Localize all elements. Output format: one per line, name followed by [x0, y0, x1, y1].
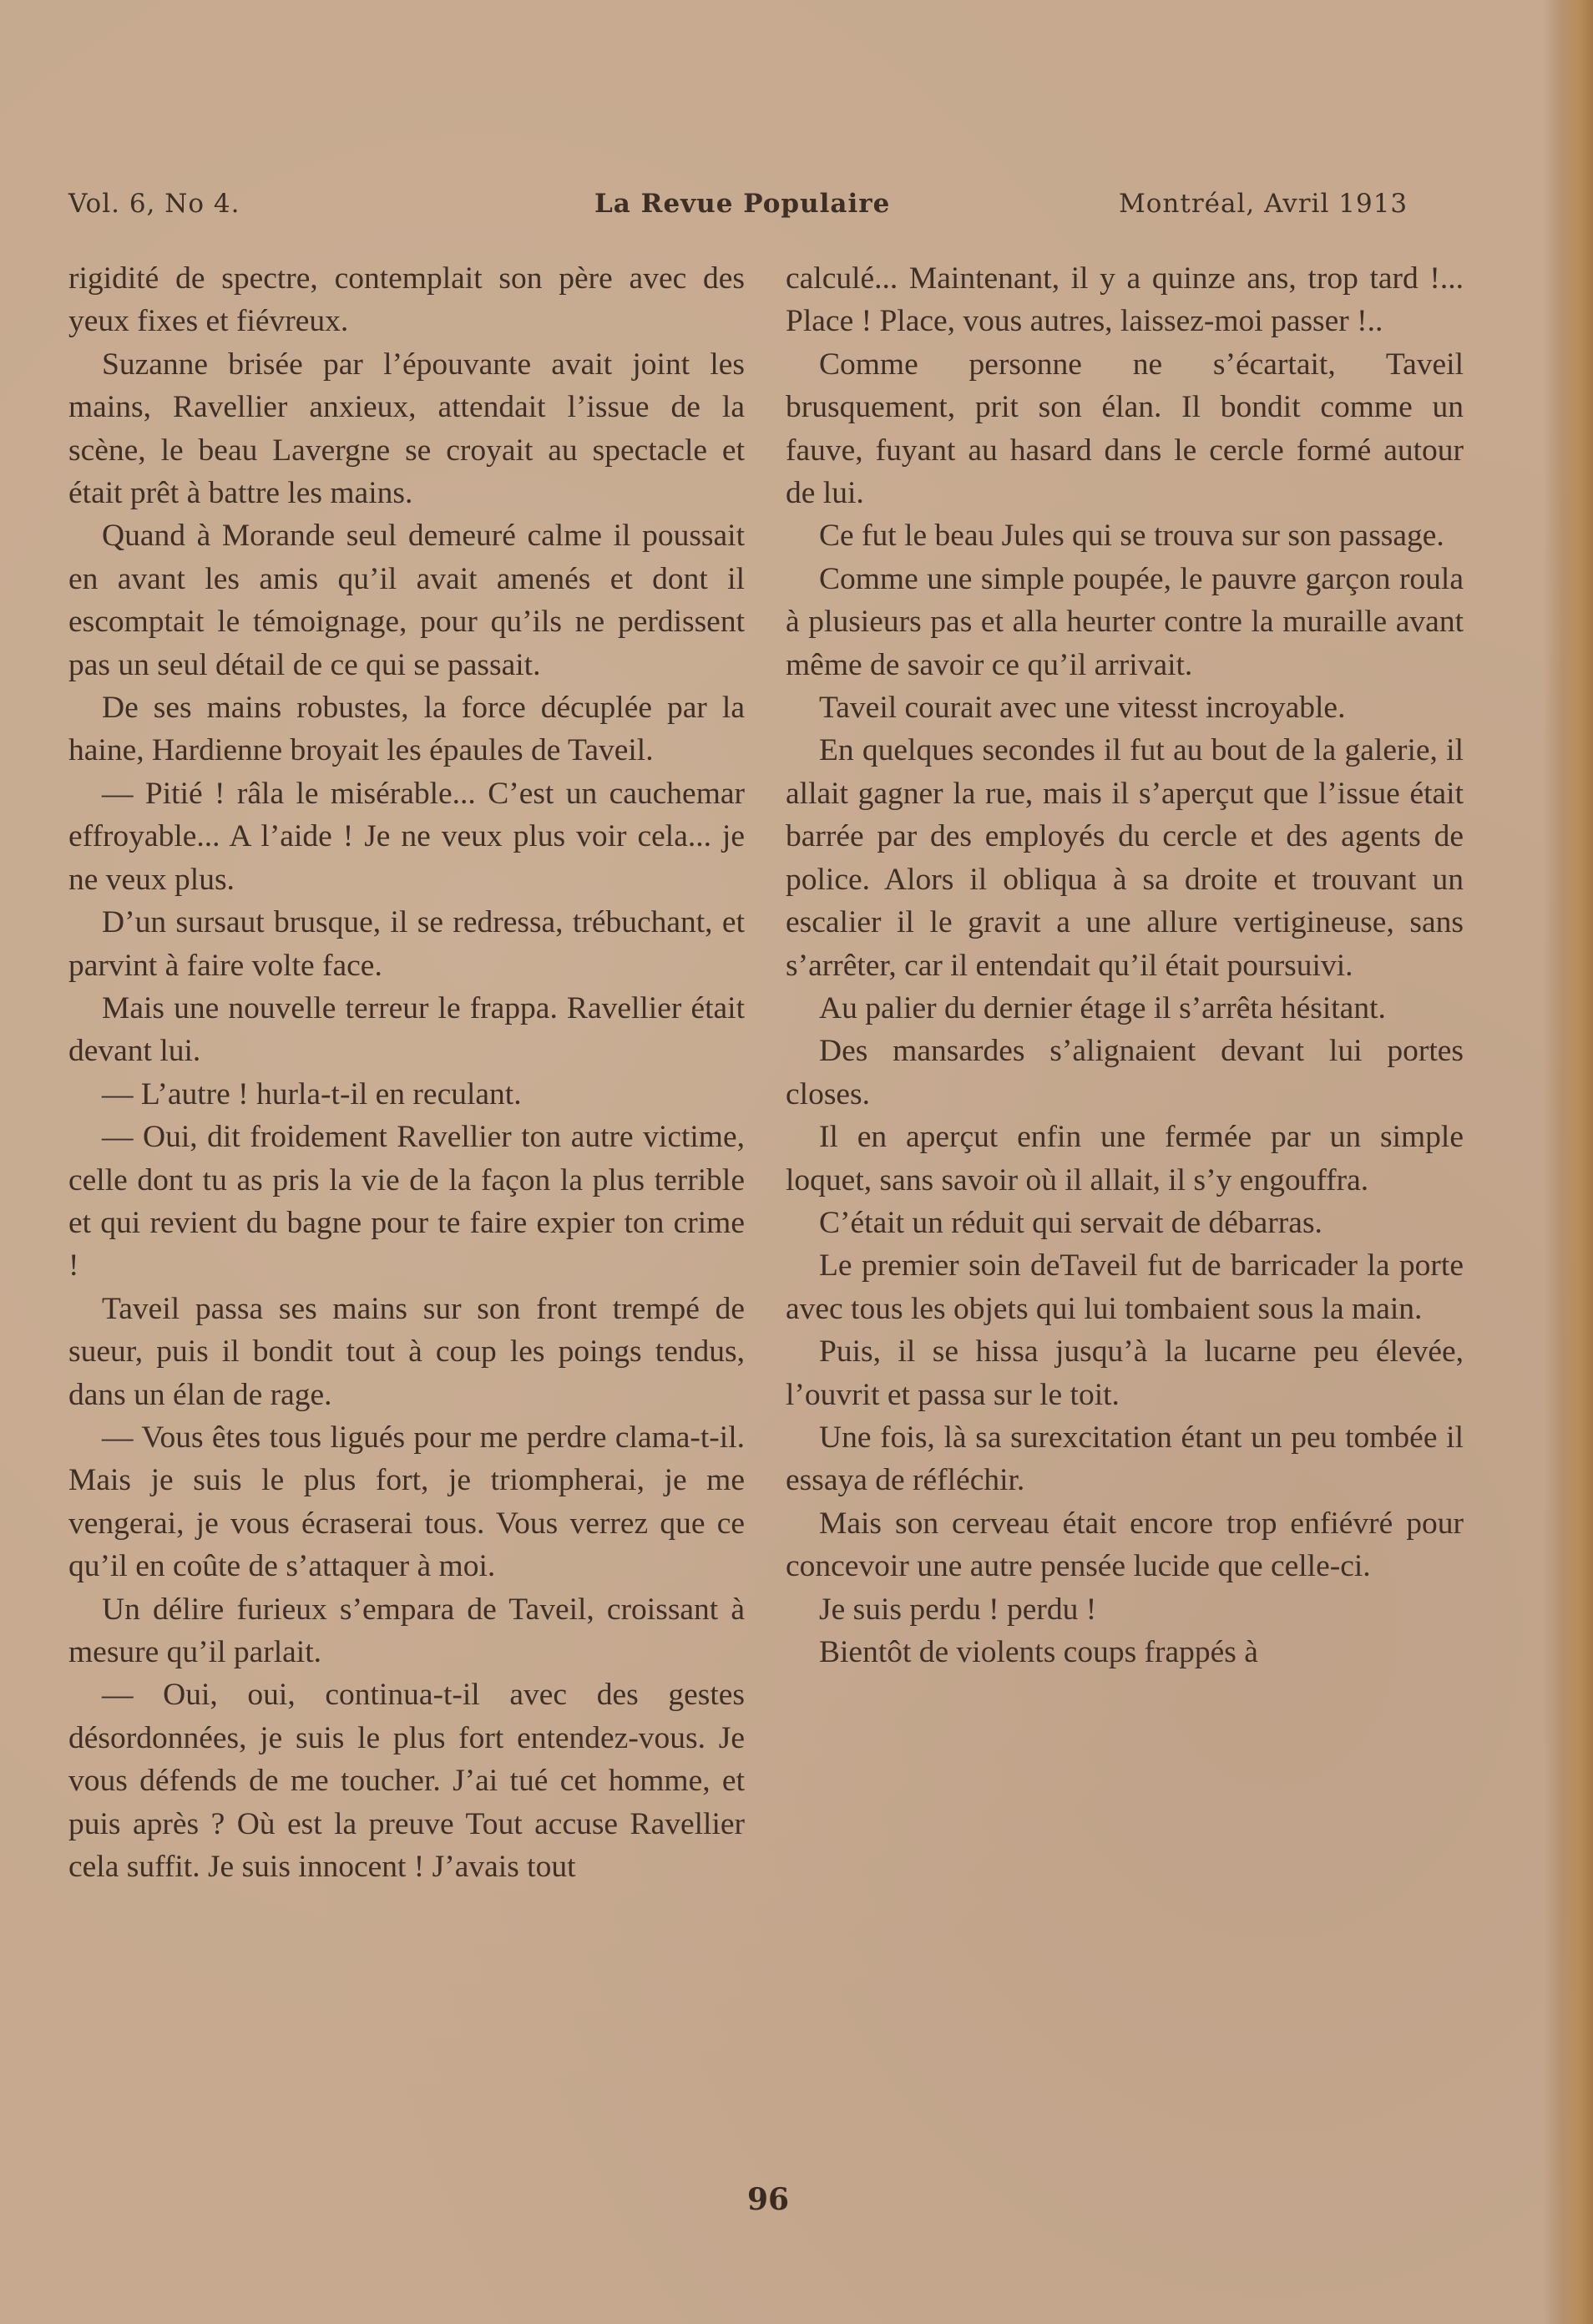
running-header — [68, 189, 1438, 225]
paragraph: Mais une nouvelle terreur le frappa. Ravellier était devant lui. — [68, 990, 745, 1069]
paragraph: D’un sursaut brusque, il se redressa, trébuchant, et parvint à faire volte face. — [68, 905, 745, 983]
paragraph: C’était un réduit qui servait de débarras. — [819, 1205, 1322, 1240]
header-journal-title: La Revue Populaire — [594, 189, 891, 219]
paragraph: — L’autre ! hurla-t-il en reculant. — [102, 1076, 522, 1111]
paragraph: Il en aperçut enfin une fermée par un simple loquet, sans savoir où il allait, il s’y engouffra. — [786, 1120, 1464, 1197]
paragraph: Quand à Morande seul demeuré calme il poussait en avant les amis qu’il avait amenés et dont il escomptait le témoignage, pour qu’ils ne perdissent pas un seul détail de ce qui se passait. — [68, 519, 745, 682]
paragraph: Suzanne brisée par l’épouvante avait joint les mains, Ravellier anxieux, attendait l’issue de la scène, le beau Lavergne se croyait au spectacle et était prêt à battre les mains. — [68, 347, 745, 511]
paragraph: — Vous êtes tous ligués pour me perdre clama-t-il. Mais je suis le plus fort, je triompherai, je me vengerai, je vous écraserai tous. Vous verrez que ce qu’il en coûte de s’attaquer à moi. — [68, 1420, 745, 1584]
header-volume: Vol. 6, No 4. — [68, 189, 240, 219]
page-edge — [1543, 0, 1593, 2324]
left-column — [68, 257, 745, 1888]
paragraph: — Oui, dit froidement Ravellier ton autre victime, celle dont tu as pris la vie de la façon la plus terrible et qui revient du bagne pour te faire expier ton crime ! — [68, 1120, 745, 1284]
paragraph: Bientôt de violents coups frappés à — [819, 1635, 1258, 1669]
paragraph: Comme une simple poupée, le pauvre garçon roula à plusieurs pas et alla heurter contre la muraille avant même de savoir ce qu’il arrivait. — [786, 561, 1464, 682]
paragraph: — Pitié ! râla le misérable... C’est un cauchemar effroyable... A l’aide ! Je ne veux plus voir cela... je ne veux plus. — [68, 776, 745, 897]
paragraph: Taveil courait avec une vitesst incroyable. — [819, 691, 1346, 726]
paragraph: Puis, il se hissa jusqu’à la lucarne peu élevée, l’ouvrit et passa sur le toit. — [786, 1334, 1464, 1412]
paragraph: Taveil passa ses mains sur son front trempé de sueur, puis il bondit tout à coup les poings tendus, dans un élan de rage. — [68, 1291, 745, 1412]
paragraph: Des mansardes s’alignaient devant lui portes closes. — [786, 1034, 1464, 1111]
paragraph: — Oui, oui, continua-t-il avec des gestes désordonnées, je suis le plus fort entendez-vous. Je vous défends de me toucher. J’ai tué cet homme, et puis après ? Où est la preuve Tout accuse Ravellier cela suffit. Je suis innocent ! J’avais tout — [68, 1678, 745, 1885]
paragraph: calculé... Maintenant, il y a quinze ans, trop tard !... Place ! Place, vous autres, laissez-moi passer !.. — [786, 261, 1464, 339]
paragraph: Ce fut le beau Jules qui se trouva sur son passage. — [819, 519, 1444, 554]
paragraph: rigidité de spectre, contemplait son père avec des yeux fixes et fiévreux. — [68, 261, 745, 339]
paragraph: De ses mains robustes, la force décuplée par la haine, Hardienne broyait les épaules de Taveil. — [68, 691, 745, 768]
page-number: 96 — [746, 2182, 790, 2217]
paragraph: Un délire furieux s’empara de Taveil, croissant à mesure qu’il parlait. — [68, 1592, 745, 1669]
paragraph: Comme personne ne s’écartait, Taveil brusquement, prit son élan. Il bondit comme un fauve, fuyant au hasard dans le cercle formé autour de lui. — [786, 347, 1464, 511]
right-column — [786, 257, 1464, 1673]
paragraph: En quelques secondes il fut au bout de la galerie, il allait gagner la rue, mais il s’aperçut que l’issue était barrée par des employés du cercle et des agents de police. Alors il obliqua à sa droite et trouvant un escalier il le gravit a une allure vertigineuse, sans s’arrêter, car il entendait qu’il était poursuivi. — [786, 733, 1464, 983]
paragraph: Mais son cerveau était encore trop enfiévré pour concevoir une autre pensée lucide que celle-ci. — [786, 1506, 1464, 1584]
paragraph: Une fois, là sa surexcitation étant un peu tombée il essaya de réfléchir. — [786, 1420, 1464, 1498]
header-date: Montréal, Avril 1913 — [1119, 189, 1408, 219]
paragraph: Je suis perdu ! perdu ! — [819, 1592, 1097, 1627]
paragraph: Au palier du dernier étage il s’arrêta hésitant. — [819, 990, 1386, 1025]
paragraph: Le premier soin deTaveil fut de barricader la porte avec tous les objets qui lui tombaient sous la main. — [786, 1248, 1464, 1326]
